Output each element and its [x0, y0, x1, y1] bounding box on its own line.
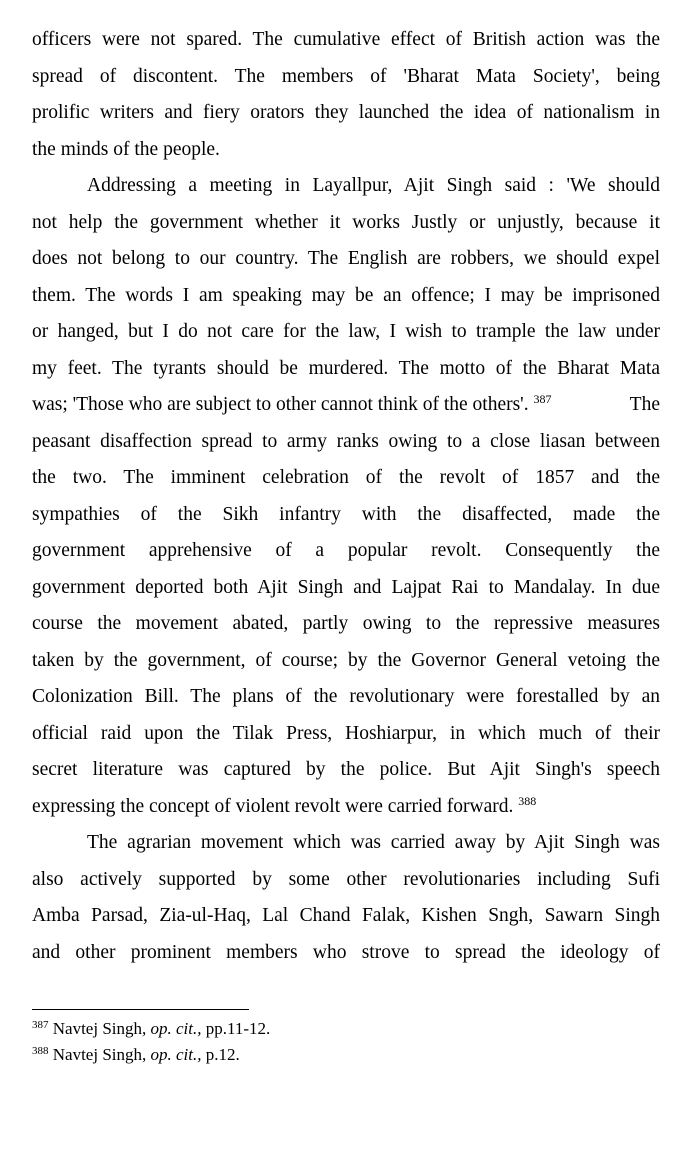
text-line: spread of discontent. The members of 'Bharat Mata Society', being: [32, 65, 660, 87]
text-line: prolific writers and fiery orators they launched the idea of nationalism in: [32, 102, 660, 123]
text-line: Colonization Bill. The plans of the revolutionary were forestalled by an: [32, 686, 660, 707]
paragraph: [32, 825, 660, 971]
text-line: taken by the government, of course; by the Governor General vetoing the: [32, 649, 660, 671]
text-line: not help the government whether it works Justly or unjustly, because it: [32, 211, 660, 233]
text-line: The agrarian movement which was carried away by Ajit Singh was: [87, 832, 660, 853]
footnote-ref-387[interactable]: 387: [533, 392, 552, 406]
paragraph: [32, 22, 660, 168]
text-line: government deported both Ajit Singh and Lajpat Rai to Mandalay. In due: [32, 576, 660, 598]
text-line-with-footnote: [32, 387, 660, 424]
text-line: peasant disaffection spread to army ranks owing to a close liasan between: [32, 430, 660, 452]
text-line: them. The words I am speaking may be an offence; I may be imprisoned: [32, 284, 660, 306]
text-line: also actively supported by some other revolutionaries including Sufi: [32, 868, 660, 890]
footnote-pages: p.12.: [205, 1045, 240, 1064]
footnote-number: 388: [32, 1045, 49, 1057]
document-page: [32, 22, 660, 971]
footnote-author: Navtej Singh,: [52, 1019, 147, 1038]
footnote-author: Navtej Singh,: [52, 1045, 147, 1064]
footnote-388: [32, 1042, 660, 1068]
footnote-ref-388[interactable]: 388: [518, 793, 537, 808]
footnote-citation: op. cit.,: [150, 1045, 202, 1064]
text-segment: expressing the concept of violent revolt were carried forward.: [32, 795, 514, 817]
text-line: or hanged, but I do not care for the law, I wish to trample the law under: [32, 321, 660, 342]
footnote-citation: op. cit.,: [150, 1019, 202, 1038]
text-line: officers were not spared. The cumulative effect of British action was the: [32, 29, 660, 50]
text-line-with-footnote: [32, 789, 660, 826]
footnote-387: [32, 1016, 660, 1042]
text-line: the two. The imminent celebration of the revolt of 1857 and the: [32, 467, 660, 488]
footnote-number: 387: [32, 1019, 49, 1031]
text-segment: The: [629, 394, 660, 415]
text-line: official raid upon the Tilak Press, Hoshiarpur, in which much of their: [32, 722, 660, 744]
footnotes: [32, 1016, 660, 1068]
text-line: government apprehensive of a popular revolt. Consequently the: [32, 540, 660, 561]
footnote-separator: [32, 1009, 249, 1010]
footnote-pages: pp.11-12.: [205, 1019, 271, 1038]
text-line: secret literature was captured by the police. But Ajit Singh's speech: [32, 759, 660, 780]
paragraph: [32, 168, 660, 825]
text-line: Amba Parsad, Zia-ul-Haq, Lal Chand Falak, Kishen Sngh, Sawarn Singh: [32, 905, 660, 926]
text-segment: was; 'Those who are subject to other cannot think of the others'.: [32, 394, 529, 415]
text-line: and other prominent members who strove to spread the ideology of: [32, 941, 660, 963]
text-line: does not belong to our country. The English are robbers, we should expel: [32, 248, 660, 269]
text-line: course the movement abated, partly owing to the repressive measures: [32, 613, 660, 634]
text-line: the minds of the people.: [32, 138, 220, 160]
text-line: sympathies of the Sikh infantry with the disaffected, made the: [32, 503, 660, 525]
text-line: my feet. The tyrants should be murdered. The motto of the Bharat Mata: [32, 357, 660, 379]
text-line: Addressing a meeting in Layallpur, Ajit Singh said : 'We should: [87, 175, 660, 196]
